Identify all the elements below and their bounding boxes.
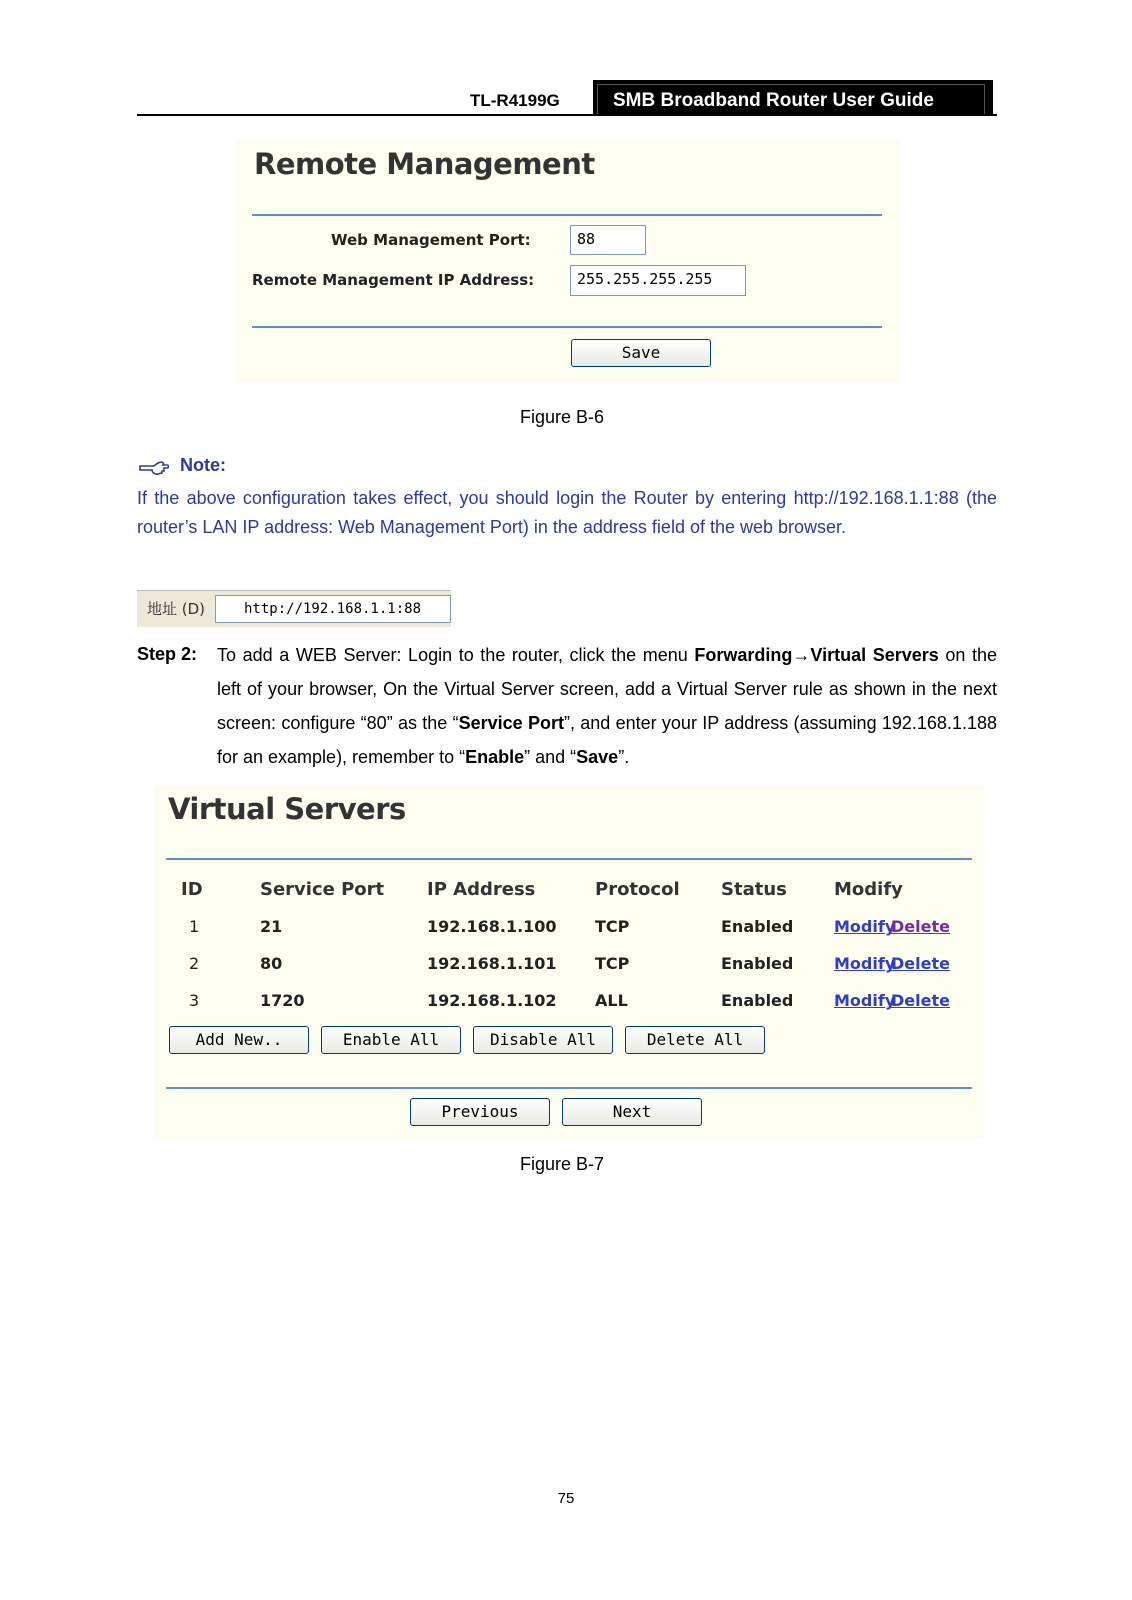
row1-id: 1 xyxy=(189,917,200,936)
note-heading: Note: xyxy=(180,455,226,475)
figure-b6-caption: Figure B-6 xyxy=(520,407,605,427)
save-button[interactable]: Save xyxy=(571,339,711,367)
virtual-servers-panel xyxy=(154,786,984,1138)
previous-button[interactable]: Previous xyxy=(410,1098,550,1126)
col-ip-address: IP Address xyxy=(427,879,536,900)
row2-id: 2 xyxy=(189,954,200,973)
col-id: ID xyxy=(181,879,203,900)
row2-protocol: TCP xyxy=(595,954,630,973)
row2-status: Enabled xyxy=(721,954,794,973)
bottom-divider xyxy=(252,326,882,328)
col-service-port: Service Port xyxy=(260,879,385,900)
step-text-part: To add a WEB Server: Login to the router, click the menu xyxy=(217,645,695,665)
row3-protocol: ALL xyxy=(595,991,628,1010)
address-input[interactable]: http://192.168.1.1:88 xyxy=(215,595,451,623)
row1-port: 21 xyxy=(260,917,283,936)
menu-forwarding: Forwarding xyxy=(694,645,793,665)
enable-term: Enable xyxy=(465,747,525,767)
enable-all-button[interactable]: Enable All xyxy=(321,1026,461,1054)
hand-pointer-icon xyxy=(139,458,169,483)
row1-modify-link[interactable]: Modify xyxy=(834,917,896,936)
row3-id: 3 xyxy=(189,991,200,1010)
menu-virtual-servers: Virtual Servers xyxy=(810,645,939,665)
remote-management-title: Remote Management xyxy=(254,147,595,181)
step-text-part: ” and “ xyxy=(524,747,577,767)
figure-b7-caption: Figure B-7 xyxy=(520,1154,605,1174)
web-management-port-input[interactable]: 88 xyxy=(570,225,646,255)
row3-modify-link[interactable]: Modify xyxy=(834,991,896,1010)
disable-all-button[interactable]: Disable All xyxy=(473,1026,613,1054)
row2-modify-link[interactable]: Modify xyxy=(834,954,896,973)
remote-management-panel xyxy=(236,141,900,382)
delete-all-button[interactable]: Delete All xyxy=(625,1026,765,1054)
row1-protocol: TCP xyxy=(595,917,630,936)
row3-ip: 192.168.1.102 xyxy=(427,991,557,1010)
next-button[interactable]: Next xyxy=(562,1098,702,1126)
header-model: TL-R4199G xyxy=(470,91,560,110)
row1-delete-link[interactable]: Delete xyxy=(891,917,950,936)
row2-ip: 192.168.1.101 xyxy=(427,954,557,973)
col-status: Status xyxy=(721,879,787,900)
add-new-button[interactable]: Add New.. xyxy=(169,1026,309,1054)
row1-status: Enabled xyxy=(721,917,794,936)
row3-delete-link[interactable]: Delete xyxy=(891,991,950,1010)
port-label: Web Management Port: xyxy=(331,231,531,249)
top-divider xyxy=(252,214,882,216)
row2-port: 80 xyxy=(260,954,283,973)
remote-ip-input[interactable]: 255.255.255.255 xyxy=(570,265,746,296)
browser-address-bar xyxy=(137,590,451,627)
service-port-term: Service Port xyxy=(458,713,564,733)
step-text-part: ”, and enter your IP address (assuming 192.168.1.188 for an example), remember to “ xyxy=(217,713,997,767)
row3-port: 1720 xyxy=(260,991,305,1010)
row2-delete-link[interactable]: Delete xyxy=(891,954,950,973)
header-rule xyxy=(137,114,997,116)
save-term: Save xyxy=(576,747,619,767)
note-text: If the above configuration takes effect, you should login the Router by entering http://192.168.1.1:88 (the router’s LAN IP address: Web Management Port) in the address field of the web browser. xyxy=(137,488,997,537)
ip-label: Remote Management IP Address: xyxy=(252,271,535,289)
address-label: 地址 (D) xyxy=(147,600,206,618)
row1-ip: 192.168.1.100 xyxy=(427,917,557,936)
header-title: SMB Broadband Router User Guide xyxy=(593,80,993,116)
top-divider xyxy=(166,858,972,860)
col-protocol: Protocol xyxy=(595,879,680,900)
col-modify: Modify xyxy=(834,879,903,900)
row3-status: Enabled xyxy=(721,991,794,1010)
step-label: Step 2: xyxy=(137,644,198,664)
virtual-servers-title: Virtual Servers xyxy=(168,792,406,826)
step-text xyxy=(217,638,997,774)
step-text-part: on the left of your browser, On the Virtual Server screen, add a Virtual Server rule as shown in the next screen: configure “80” as the “ xyxy=(217,645,998,733)
step-text-part: ”. xyxy=(618,747,630,767)
page-number: 75 xyxy=(557,1490,575,1507)
bottom-divider xyxy=(166,1087,972,1089)
arrow-icon: → xyxy=(792,645,811,665)
